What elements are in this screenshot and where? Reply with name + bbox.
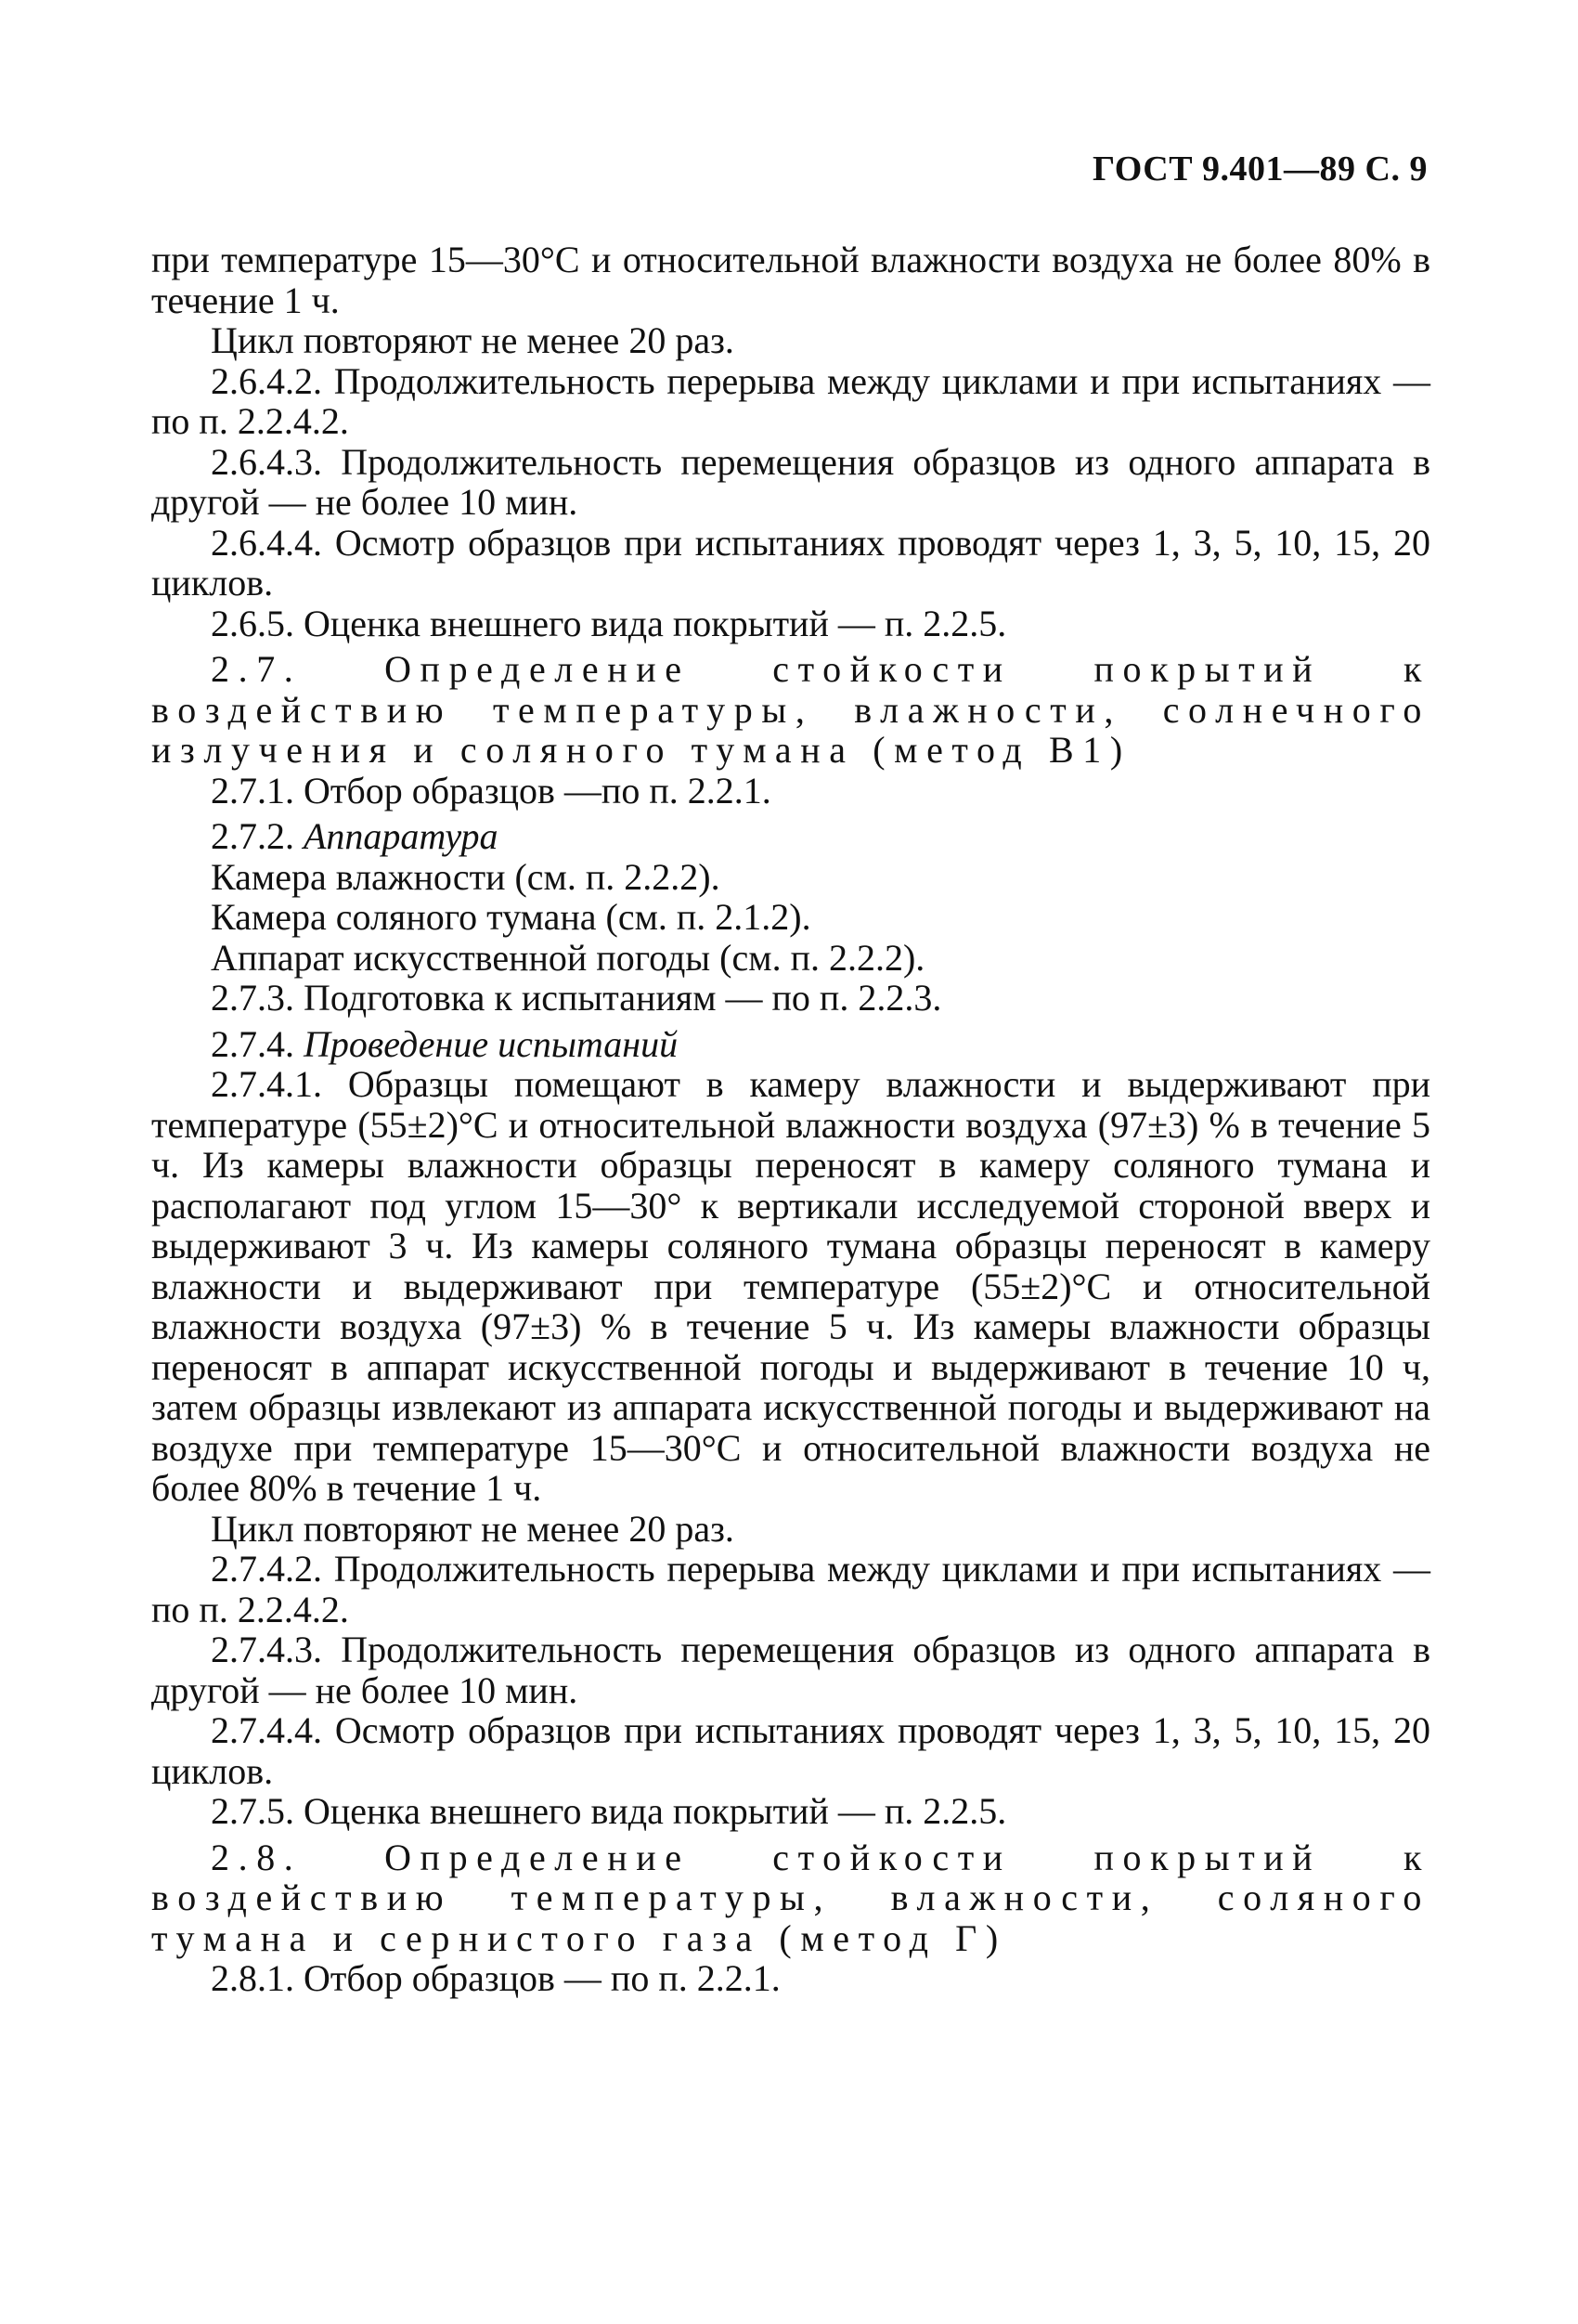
apparatus-item-salt-fog-chamber: Камера соляного тумана (см. п. 2.1.2).	[211, 896, 811, 938]
paragraph-2-7-4-3: 2.7.4.3. Продолжительность перемещения образцов из одного аппарата в другой — не более 10 мин.	[151, 1629, 1430, 1711]
paragraph-2-7-4-1: 2.7.4.1. Образцы помещают в камеру влажности и выдерживают при температуре (55±2)°С и относительной влажности воздуха (97±3) % в течение 5 ч. Из камеры влажности образцы переносят в камеру соляного тумана и располагают под углом 15—30° к вертикали исследуемой стороной вверх и выдерживают 3 ч. Из камеры соляного тумана образцы переносят в камеру влажности и выдерживают при температуре (55±2)°С и относительной влажности воздуха (97±3) % в течение 5 ч. Из камеры влажности образцы переносят в аппарат искусственной погоды и выдерживают в течение 10 ч, затем образцы извлекают из аппарата искусственной погоды и выдерживают на воздухе при температуре 15—30°С и относительной влажности воздуха не более 80% в течение 1 ч.	[151, 1063, 1430, 1509]
subsection-title-testing: Проведение испытаний	[304, 1022, 679, 1065]
paragraph-continuation: при температуре 15—30°С и относительной влажности воздуха не более 80% в течение 1 ч.	[151, 239, 1430, 321]
paragraph-2-7-4-4: 2.7.4.4. Осмотр образцов при испытаниях проводят через 1, 3, 5, 10, 15, 20 циклов.	[151, 1709, 1430, 1792]
apparatus-item-weather-apparatus: Аппарат искусственной погоды (см. п. 2.2.2).	[211, 936, 925, 979]
paragraph-2-6-5: 2.6.5. Оценка внешнего вида покрытий — п. 2.2.5.	[211, 602, 1007, 644]
paragraph-2-6-4-4: 2.6.4.4. Осмотр образцов при испытаниях проводят через 1, 3, 5, 10, 15, 20 циклов.	[151, 521, 1430, 604]
paragraph-cycle-repeat-2: Цикл повторяют не менее 20 раз.	[211, 1507, 734, 1550]
paragraph-2-6-4-2: 2.6.4.2. Продолжительность перерыва между циклами и при испытаниях — по п. 2.2.4.2.	[151, 359, 1430, 442]
section-heading-2-7: 2.7. Определение стойкости покрытий к воздействию температуры, влажности, солнечного излучения и соляного тумана (метод В1)	[151, 648, 1430, 771]
subsection-number: 2.7.2.	[211, 815, 294, 857]
subsection-title-apparatus: Аппаратура	[304, 815, 498, 857]
paragraph-2-7-3: 2.7.3. Подготовка к испытаниям — по п. 2.2.3.	[211, 977, 942, 1019]
section-heading-2-8: 2.8. Определение стойкости покрытий к воздействию температуры, влажности, соляного тумана и сернистого газа (метод Г)	[151, 1836, 1430, 1959]
paragraph-2-7-4-2: 2.7.4.2. Продолжительность перерыва между циклами и при испытаниях — по п. 2.2.4.2.	[151, 1548, 1430, 1630]
subsection-2-7-4	[151, 1024, 1430, 1065]
paragraph-2-8-1: 2.8.1. Отбор образцов — по п. 2.2.1.	[211, 1957, 781, 1999]
apparatus-item-humidity-chamber: Камера влажности (см. п. 2.2.2).	[211, 855, 720, 898]
paragraph-2-7-5: 2.7.5. Оценка внешнего вида покрытий — п. 2.2.5.	[211, 1790, 1007, 1832]
paragraph-2-7-1: 2.7.1. Отбор образцов —по п. 2.2.1.	[211, 769, 771, 811]
paragraph-2-6-4-3: 2.6.4.3. Продолжительность перемещения образцов из одного аппарата в другой — не более 10 мин.	[151, 440, 1430, 523]
document-body	[151, 240, 1430, 1999]
page-header: ГОСТ 9.401—89 С. 9	[1093, 149, 1428, 188]
subsection-2-7-2	[151, 816, 1430, 857]
subsection-number: 2.7.4.	[211, 1022, 294, 1065]
paragraph-cycle-repeat: Цикл повторяют не менее 20 раз.	[211, 319, 734, 361]
